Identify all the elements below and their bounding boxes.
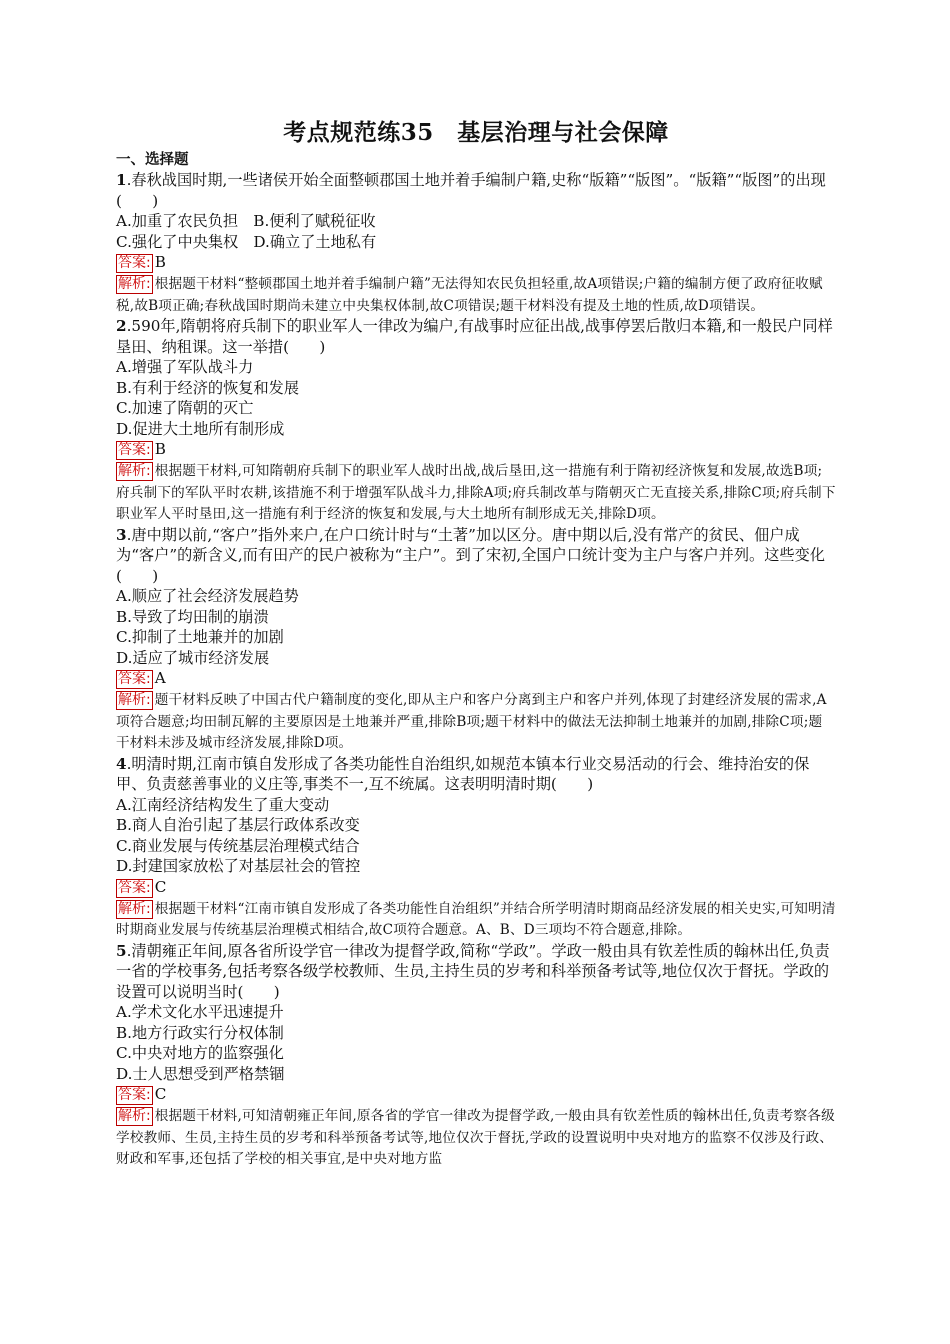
question-list [116, 170, 836, 1170]
answer-option: A.江南经济结构发生了重大变动 [116, 795, 330, 814]
explanation-tag: 解析: [118, 1108, 151, 1124]
section-heading: 一、选择题 [116, 151, 189, 168]
explanation-tag: 解析: [118, 463, 151, 479]
question-number: 4 [116, 754, 127, 773]
question-stem [116, 754, 836, 795]
answer-option: D.封建国家放松了对基层社会的管控 [116, 857, 361, 875]
answer-value: A [154, 669, 166, 687]
explanation [116, 898, 836, 941]
question-number: 1 [116, 171, 127, 189]
answer-tag: 答案: [118, 671, 151, 687]
answer-tag: 答案: [118, 255, 151, 271]
answer-value: C [154, 877, 167, 896]
question-block [116, 170, 836, 316]
answer-value: C [154, 1085, 167, 1103]
answer-option: C.抑制了土地兼并的加剧 [116, 628, 284, 646]
answer-option: B.商人自治引起了基层行政体系改变 [116, 816, 360, 834]
explanation [116, 460, 836, 525]
explanation-text: 根据题干材料“江南市镇自发形成了各类功能性自治组织”并结合所学明清时期商品经济发展的相关史实,可知明清时期商业发展与传统基层治理模式相结合,故C项符合题意。A、B、D三项均不符合题意,排除。 [116, 900, 836, 938]
answer-tag: 答案: [118, 442, 151, 458]
answer-option: D.促进大土地所有制形成 [116, 419, 285, 438]
question-stem [116, 941, 836, 1003]
answer-value: B [154, 440, 166, 458]
answer-option: C.强化了中央集权 D.确立了土地私有 [116, 232, 377, 251]
answer-option: A.顺应了社会经济发展趋势 [116, 587, 299, 605]
answer-tag: 答案: [118, 1087, 151, 1103]
question-stem [116, 525, 836, 587]
question-block [116, 754, 836, 941]
page-title: 考点规范练35 基层治理与社会保障 [283, 119, 669, 146]
answer-line [116, 877, 836, 898]
explanation [116, 689, 836, 754]
question-text: .春秋战国时期,一些诸侯开始全面整顿郡国土地并着手编制户籍,史称“版籍”“版图”。“版籍”“版图”的出现( ) [116, 171, 826, 210]
answer-line [116, 668, 836, 689]
answer-option: C.加速了隋朝的灭亡 [116, 399, 254, 417]
answer-option: C.商业发展与传统基层治理模式结合 [116, 836, 360, 855]
answer-option: B.有利于经济的恢复和发展 [116, 378, 300, 397]
explanation-text: 根据题干材料,可知隋朝府兵制下的职业军人战时出战,战后垦田,这一措施有利于隋初经济恢复和发展,故选B项;府兵制下的军队平时农耕,该措施不利于增强军队战斗力,排除A项;府兵制改革与隋朝灭亡无直接关系,排除C项;府兵制下职业军人平时垦田,这一措施有利于经济的恢复和发展,与大土地所有制形成无关,排除D项。 [116, 463, 836, 522]
question-number: 5 [116, 941, 127, 960]
document-page [116, 118, 836, 1170]
answer-line [116, 252, 836, 273]
answer-line [116, 1084, 836, 1105]
explanation-tag: 解析: [118, 276, 151, 292]
question-text: .明清时期,江南市镇自发形成了各类功能性自治组织,如规范本镇本行业交易活动的行会、维持治安的保甲、负责慈善事业的义庄等,事类不一,互不统属。这表明明清时期( ) [116, 754, 810, 793]
question-block [116, 525, 836, 754]
answer-option: A.加重了农民负担 B.便利了赋税征收 [116, 212, 376, 230]
question-text: .唐中期以前,“客户”指外来户,在户口统计时与“土著”加以区分。唐中期以后,没有常产的贫民、佃户成为“客户”的新含义,而有田产的民户被称为“主户”。到了宋初,全国户口统计变为主户与客户并列。这些变化( ) [116, 525, 825, 585]
answer-option: A.学术文化水平迅速提升 [116, 1003, 284, 1021]
answer-option: D.适应了城市经济发展 [116, 648, 270, 667]
explanation-text: 题干材料反映了中国古代户籍制度的变化,即从主户和客户分离到主户和客户并列,体现了封建经济发展的需求,A项符合题意;均田制瓦解的主要原因是土地兼并严重,排除B项;题干材料中的做法无法抑制土地兼并的加剧,排除C项;题干材料未涉及城市经济发展,排除D项。 [116, 692, 827, 751]
explanation-text: 根据题干材料,可知清朝雍正年间,原各省的学官一律改为提督学政,一般由具有钦差性质的翰林出任,负责考察各级学校教师、生员,主持生员的岁考和科举预备考试等,地位仅次于督抚,学政的设置说明中央对地方的监察不仅涉及行政、财政和军事,还包括了学校的相关事宜,是中央对地方监 [116, 1108, 835, 1167]
question-number: 3 [116, 525, 127, 544]
explanation [116, 273, 836, 316]
question-number: 2 [116, 317, 127, 335]
explanation-tag: 解析: [118, 900, 151, 917]
answer-option: B.地方行政实行分权体制 [116, 1023, 284, 1042]
answer-line [116, 439, 836, 460]
explanation-tag: 解析: [118, 692, 151, 708]
answer-tag: 答案: [118, 879, 151, 896]
explanation [116, 1105, 836, 1170]
question-block [116, 316, 836, 525]
question-block [116, 941, 836, 1170]
question-text: .清朝雍正年间,原各省所设学官一律改为提督学政,简称“学政”。学政一般由具有钦差性质的翰林出任,负责一省的学校事务,包括考察各级学校教师、生员,主持生员的岁考和科举预备考试等,地位仅次于督抚。学政的设置可以说明当时( ) [116, 941, 830, 1001]
question-stem [116, 316, 836, 357]
question-stem [116, 170, 836, 211]
answer-option: B.导致了均田制的崩溃 [116, 607, 269, 626]
answer-option: A.增强了军队战斗力 [116, 358, 254, 376]
answer-value: B [154, 253, 166, 271]
answer-option: D.士人思想受到严格禁锢 [116, 1064, 285, 1083]
question-text: .590年,隋朝将府兵制下的职业军人一律改为编户,有战事时应征出战,战事停罢后散归本籍,和一般民户同样垦田、纳租课。这一举措( ) [116, 317, 833, 356]
answer-option: C.中央对地方的监察强化 [116, 1044, 284, 1062]
explanation-text: 根据题干材料“整顿郡国土地并着手编制户籍”无法得知农民负担轻重,故A项错误;户籍的编制方便了政府征收赋税,故B项正确;春秋战国时期尚未建立中央集权体制,故C项错误;题干材料没有提及土地的性质,故D项错误。 [116, 276, 823, 314]
